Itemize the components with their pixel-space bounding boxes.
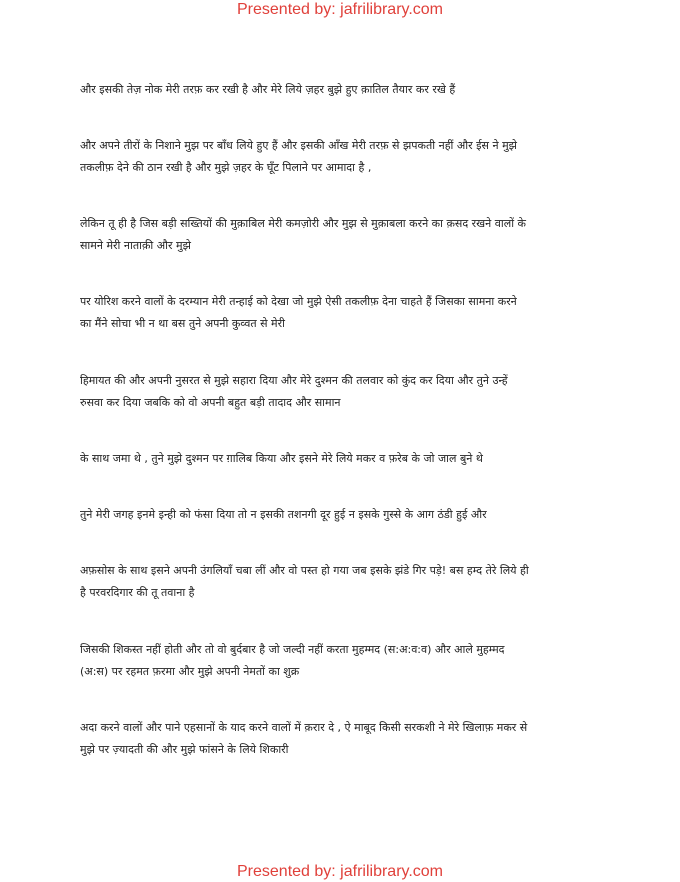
text-line: हिमायत की और अपनी नुसरत से मुझे सहारा दिया और मेरे दुश्मन की तलवार को कुंद कर दिया और तुने उन्हें [80,374,508,387]
watermark-bottom: Presented by: jafrilibrary.com [237,863,443,880]
paragraph [80,448,596,470]
paragraph [80,135,596,179]
paragraph [80,213,596,257]
text-line: का मैंने सोचा भी न था बस तुने अपनी कुव्वत से मेरी [80,317,285,330]
paragraph [80,291,596,335]
text-line: अफ़सोस के साथ इसने अपनी उंगलियाँ चबा लीं और वो पस्त हो गया जब इसके झंडे गिर पड़े! बस हम्द तेरे लिये ही [80,564,529,577]
paragraph [80,79,596,101]
text-line: के साथ जमा थे , तुने मुझे दुश्मन पर ग़ालिब किया और इसने मेरे लिये मकर व फ़रेब के जो जाल बुने थे [80,452,483,465]
text-line: रुसवा कर दिया जबकि को वो अपनी बहुत बड़ी तादाद और सामान [80,396,341,409]
text-line: लेकिन तू ही है जिस बड़ी सख्तियों की मुक़ाबिल मेरी कमज़ोरी और मुझ से मुक़ाबला करने का क़सद रखने वालों के [80,217,526,230]
paragraph [80,639,596,683]
text-line: जिसकी शिकस्त नहीं होती और तो वो बुर्दबार है जो जल्दी नहीं करता मुहम्मद (स:अ:व:व) और आले मुहम्मद [80,643,505,656]
text-line: और इसकी तेज़ नोक मेरी तरफ़ कर रखी है और मेरे लिये ज़हर बुझे हुए क़ातिल तैयार कर रखे हैं [80,83,456,96]
paragraph [80,504,596,526]
text-line: मुझे पर ज़्यादती की और मुझे फांसने के लिये शिकारी [80,743,289,756]
text-line: और अपने तीरों के निशाने मुझ पर बाँध लिये हुए हैं और इसकी आँख मेरी तरफ़ से झपकती नहीं और ईस ने मुझे [80,139,517,152]
paragraph [80,717,596,761]
text-line: तकलीफ़ देने की ठान रखी है और मुझे ज़हर के घूँट पिलाने पर आमादा है , [80,161,372,174]
text-line: सामने मेरी नाताक़ी और मुझे [80,239,191,252]
text-line: है परवरदिगार की तू तवाना है [80,586,195,599]
paragraph [80,370,596,414]
text-line: (अ:स) पर रहमत फ़रमा और मुझे अपनी नेमतों का शुक्र [80,665,300,678]
text-line: अदा करने वालों और पाने एहसानों के याद करने वालों में क़रार दे , ऐ माबूद किसी सरकशी ने मेरे खिलाफ़ मकर से [80,721,528,734]
text-line: तुने मेरी जगह इनमे इन्ही को फंसा दिया तो न इसकी तशनगी दूर हुई न इसके गुस्से के आग ठंडी हुई और [80,508,487,521]
paragraph [80,560,596,604]
watermark-top: Presented by: jafrilibrary.com [237,1,443,18]
text-line: पर योरिश करने वालों के दरम्यान मेरी तन्हाई को देखा जो मुझे ऐसी तकलीफ़ देना चाहते हैं जिसका सामना करने [80,295,517,308]
